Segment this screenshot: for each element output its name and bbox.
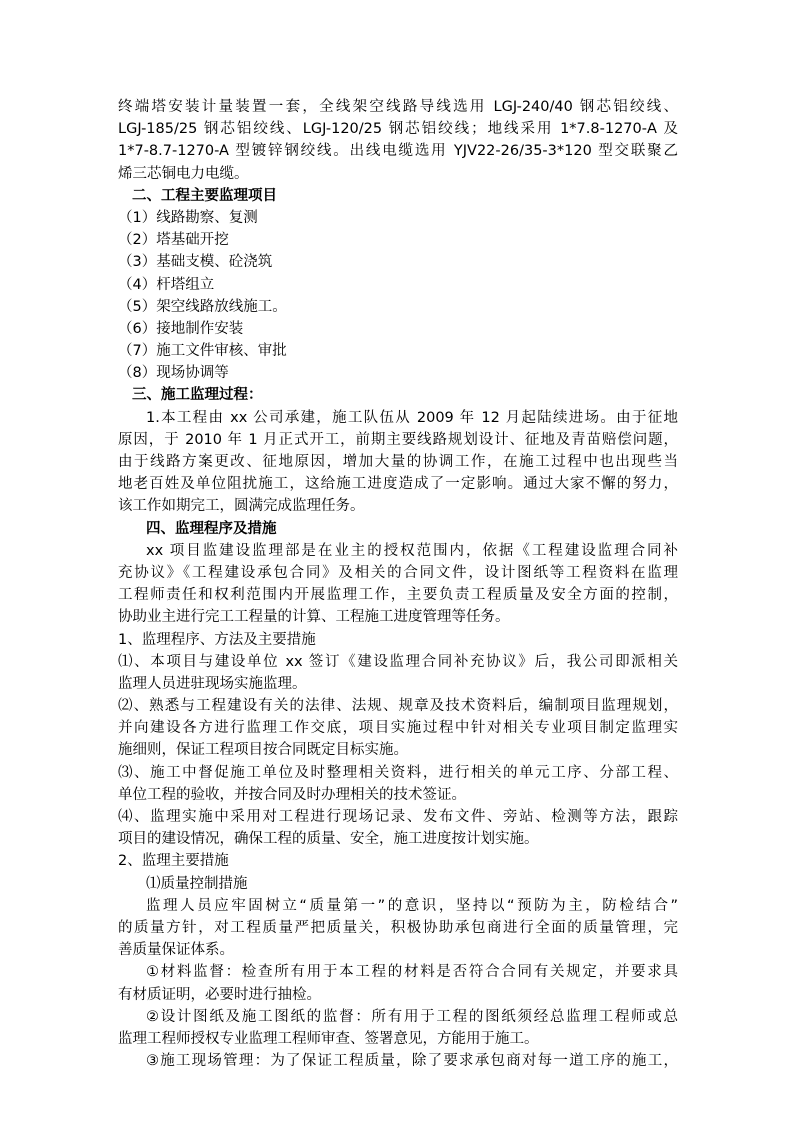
text-line: 1*7-8.7-1270-A 型镀锌钢绞线。出线电缆选用 YJV22-26/35-3*120 型交联聚乙	[118, 143, 678, 160]
text-line: ⑶、施工中督促施工单位及时整理相关资料，进行相关的单元工序、分部工程、	[118, 764, 678, 781]
text-line: （1）线路勘察、复测	[118, 209, 258, 226]
text-line: 1、监理程序、方法及主要措施	[118, 631, 316, 648]
text-line: ⑵、熟悉与工程建设有关的法律、法规、规章及技术资料后，编制项目监理规划，	[118, 698, 678, 715]
text-line: （3）基础支模、砼浇筑	[118, 254, 273, 271]
text-line: ⑷、监理实施中采用对工程进行现场记录、发布文件、旁站、检测等方法，跟踪	[118, 809, 678, 825]
text-line: 监理人员应牢固树立“质量第一”的意识，坚持以“预防为主，防检结合”	[146, 897, 678, 914]
text-line: xx 项目监建设监理部是在业主的授权范围内，依据《工程建设监理合同补	[146, 542, 678, 559]
text-line: 并向建设各方进行监理工作交底，项目实施过程中针对相关专业项目制定监理实	[118, 720, 678, 737]
text-line: 单位工程的验收，并按合同及时办理相关的技术签证。	[118, 786, 466, 803]
text-line: 1.本工程由 xx 公司承建，施工队伍从 2009 年 12 月起陆续进场。由于征地	[146, 409, 678, 426]
text-line: 由于线路方案更改、征地原因，增加大量的协调工作，在施工过程中也出现些当	[118, 454, 678, 470]
text-line: 2、监理主要措施	[118, 853, 229, 870]
text-line: （5）架空线路放线施工。	[118, 298, 287, 315]
text-line: 原因，于 2010 年 1 月正式开工，前期主要线路规划设计、征地及青苗赔偿问题，	[118, 431, 678, 448]
text-line: 地老百姓及单位阻扰施工，这给施工进度造成了一定影响。通过大家不懈的努力，	[118, 476, 678, 493]
text-line: ③施工现场管理：为了保证工程质量，除了要求承包商对每一道工序的施工，	[146, 1053, 678, 1070]
text-line: （8）现场协调等	[118, 365, 229, 382]
section-heading: 三、施工监理过程：	[132, 387, 263, 404]
text-line: 项目的建设情况，确保工程的质量、安全，施工进度按计划实施。	[118, 831, 539, 848]
text-line: ①材料监督：检查所有用于本工程的材料是否符合合同有关规定，并要求具	[146, 964, 678, 981]
text-line: 工程师责任和权利范围内开展监理工作，主要负责工程质量及安全方面的控制，	[118, 587, 678, 604]
text-line: 终端塔安装计量装置一套，全线架空线路导线选用 LGJ-240/40 钢芯铝绞线、	[118, 99, 678, 115]
text-line: （6）接地制作安装	[118, 320, 244, 337]
text-line: ⑴、本项目与建设单位 xx 签订《建设监理合同补充协议》后，我公司即派相关	[118, 653, 678, 670]
text-line: ②设计图纸及施工图纸的监督：所有用于工程的图纸须经总监理工程师或总	[146, 1008, 678, 1025]
text-line: 该工作如期完工，圆满完成监理任务。	[118, 498, 365, 515]
text-line: 充协议》《工程建设承包合同》及相关的合同文件，设计图纸等工程资料在监理	[118, 564, 678, 581]
text-line: 烯三芯铜电力电缆。	[118, 165, 249, 182]
text-line: 有材质证明，必要时进行抽检。	[118, 986, 321, 1003]
text-line: ⑴质量控制措施	[146, 875, 248, 892]
text-line: LGJ-185/25 钢芯铝绞线、LGJ-120/25 钢芯铝绞线；地线采用 1*7.8-1270-A 及	[118, 121, 678, 138]
text-line: （7）施工文件审核、审批	[118, 343, 287, 360]
text-line: 善质量保证体系。	[118, 942, 234, 959]
document-page	[118, 96, 678, 1072]
section-heading: 二、工程主要监理项目	[132, 187, 277, 204]
section-heading: 四、监理程序及措施	[146, 520, 277, 537]
text-line: 的质量方针，对工程质量严把质量关，积极协助承包商进行全面的质量管理，完	[118, 919, 678, 936]
text-line: 施细则，保证工程项目按合同既定目标实施。	[118, 742, 408, 759]
text-line: 协助业主进行完工工程量的计算、工程施工进度管理等任务。	[118, 609, 510, 626]
text-line: 监理人员进驻现场实施监理。	[118, 675, 307, 692]
text-line: 监理工程师授权专业监理工程师审查、签署意见，方能用于施工。	[118, 1030, 539, 1047]
text-line: （4）杆塔组立	[118, 276, 215, 293]
text-line: （2）塔基础开挖	[118, 232, 229, 249]
